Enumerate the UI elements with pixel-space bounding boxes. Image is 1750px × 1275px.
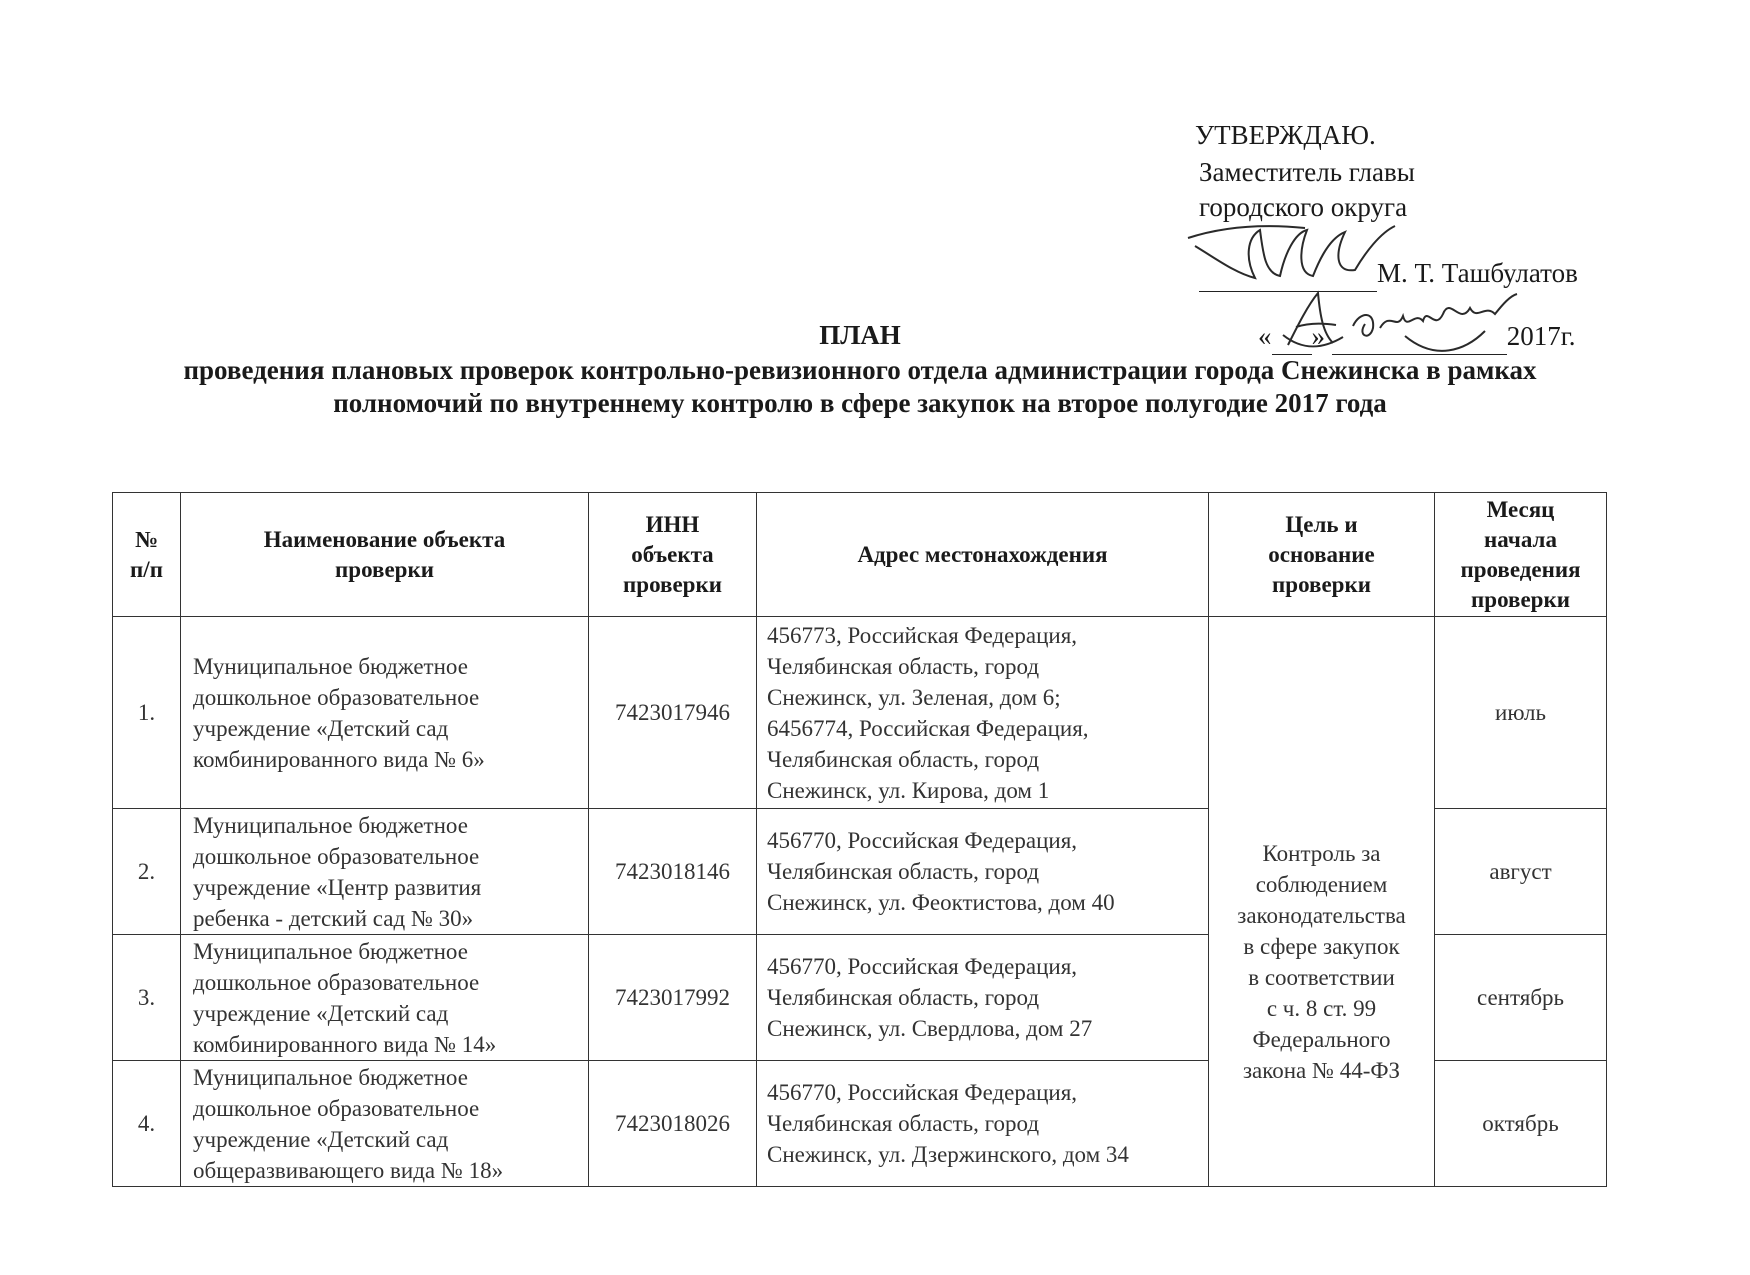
approval-position-line2: городского округа	[1199, 192, 1408, 222]
inspection-month: октябрь	[1435, 1061, 1607, 1187]
inspection-month: август	[1435, 809, 1607, 935]
approval-heading: УТВЕРЖДАЮ.	[1195, 120, 1376, 150]
object-name: Муниципальное бюджетное дошкольное образовательное учреждение «Детский сад комбинированного вида № 14»	[181, 935, 589, 1061]
date-year: 2017г.	[1506, 321, 1576, 351]
document-title-line1: проведения плановых проверок контрольно-ревизионного отдела администрации города Снежинска в рамках	[183, 355, 1537, 385]
approval-position-line1: Заместитель главы	[1199, 157, 1415, 187]
header-name: Наименование объекта проверки	[181, 493, 589, 617]
header-num: № п/п	[113, 493, 181, 617]
row-number: 4.	[113, 1061, 181, 1187]
object-inn: 7423017946	[589, 617, 757, 809]
inspection-month: июль	[1435, 617, 1607, 809]
date-open-quote: «	[1258, 321, 1272, 351]
signer-name: М. Т. Ташбулатов	[1377, 258, 1578, 288]
object-address: 456770, Российская Федерация, Челябинская область, город Снежинск, ул. Свердлова, дом 27	[757, 935, 1209, 1061]
object-name: Муниципальное бюджетное дошкольное образовательное учреждение «Детский сад комбинированного вида № 6»	[181, 617, 589, 809]
object-inn: 7423017992	[589, 935, 757, 1061]
date-close-quote: »	[1311, 321, 1325, 351]
inspection-month: сентябрь	[1435, 935, 1607, 1061]
row-number: 1.	[113, 617, 181, 809]
object-name: Муниципальное бюджетное дошкольное образовательное учреждение «Центр развития ребенка - детский сад № 30»	[181, 809, 589, 935]
document-heading: ПЛАН	[819, 320, 901, 350]
inspection-goal: Контроль за соблюдением законодательства в сфере закупок в соответствии с ч. 8 ст. 99 Федерального закона № 44-ФЗ	[1209, 617, 1435, 1187]
row-number: 2.	[113, 809, 181, 935]
header-inn: ИНН объекта проверки	[589, 493, 757, 617]
header-goal: Цель и основание проверки	[1209, 493, 1435, 617]
object-address: 456770, Российская Федерация, Челябинская область, город Снежинск, ул. Дзержинского, дом 34	[757, 1061, 1209, 1187]
object-name: Муниципальное бюджетное дошкольное образовательное учреждение «Детский сад общеразвивающего вида № 18»	[181, 1061, 589, 1187]
header-month: Месяц начала проведения проверки	[1435, 493, 1607, 617]
inspection-plan-table	[112, 492, 1607, 1187]
object-inn: 7423018026	[589, 1061, 757, 1187]
table-header-row	[113, 493, 1607, 617]
table-row	[113, 617, 1607, 809]
object-address: 456773, Российская Федерация, Челябинская область, город Снежинск, ул. Зеленая, дом 6; 6456774, Российская Федерация, Челябинская область, город Снежинск, ул. Кирова, дом 1	[757, 617, 1209, 809]
object-address: 456770, Российская Федерация, Челябинская область, город Снежинск, ул. Феоктистова, дом 40	[757, 809, 1209, 935]
document-title-line2: полномочий по внутреннему контролю в сфере закупок на второе полугодие 2017 года	[333, 388, 1387, 418]
object-inn: 7423018146	[589, 809, 757, 935]
header-address: Адрес местонахождения	[757, 493, 1209, 617]
row-number: 3.	[113, 935, 181, 1061]
